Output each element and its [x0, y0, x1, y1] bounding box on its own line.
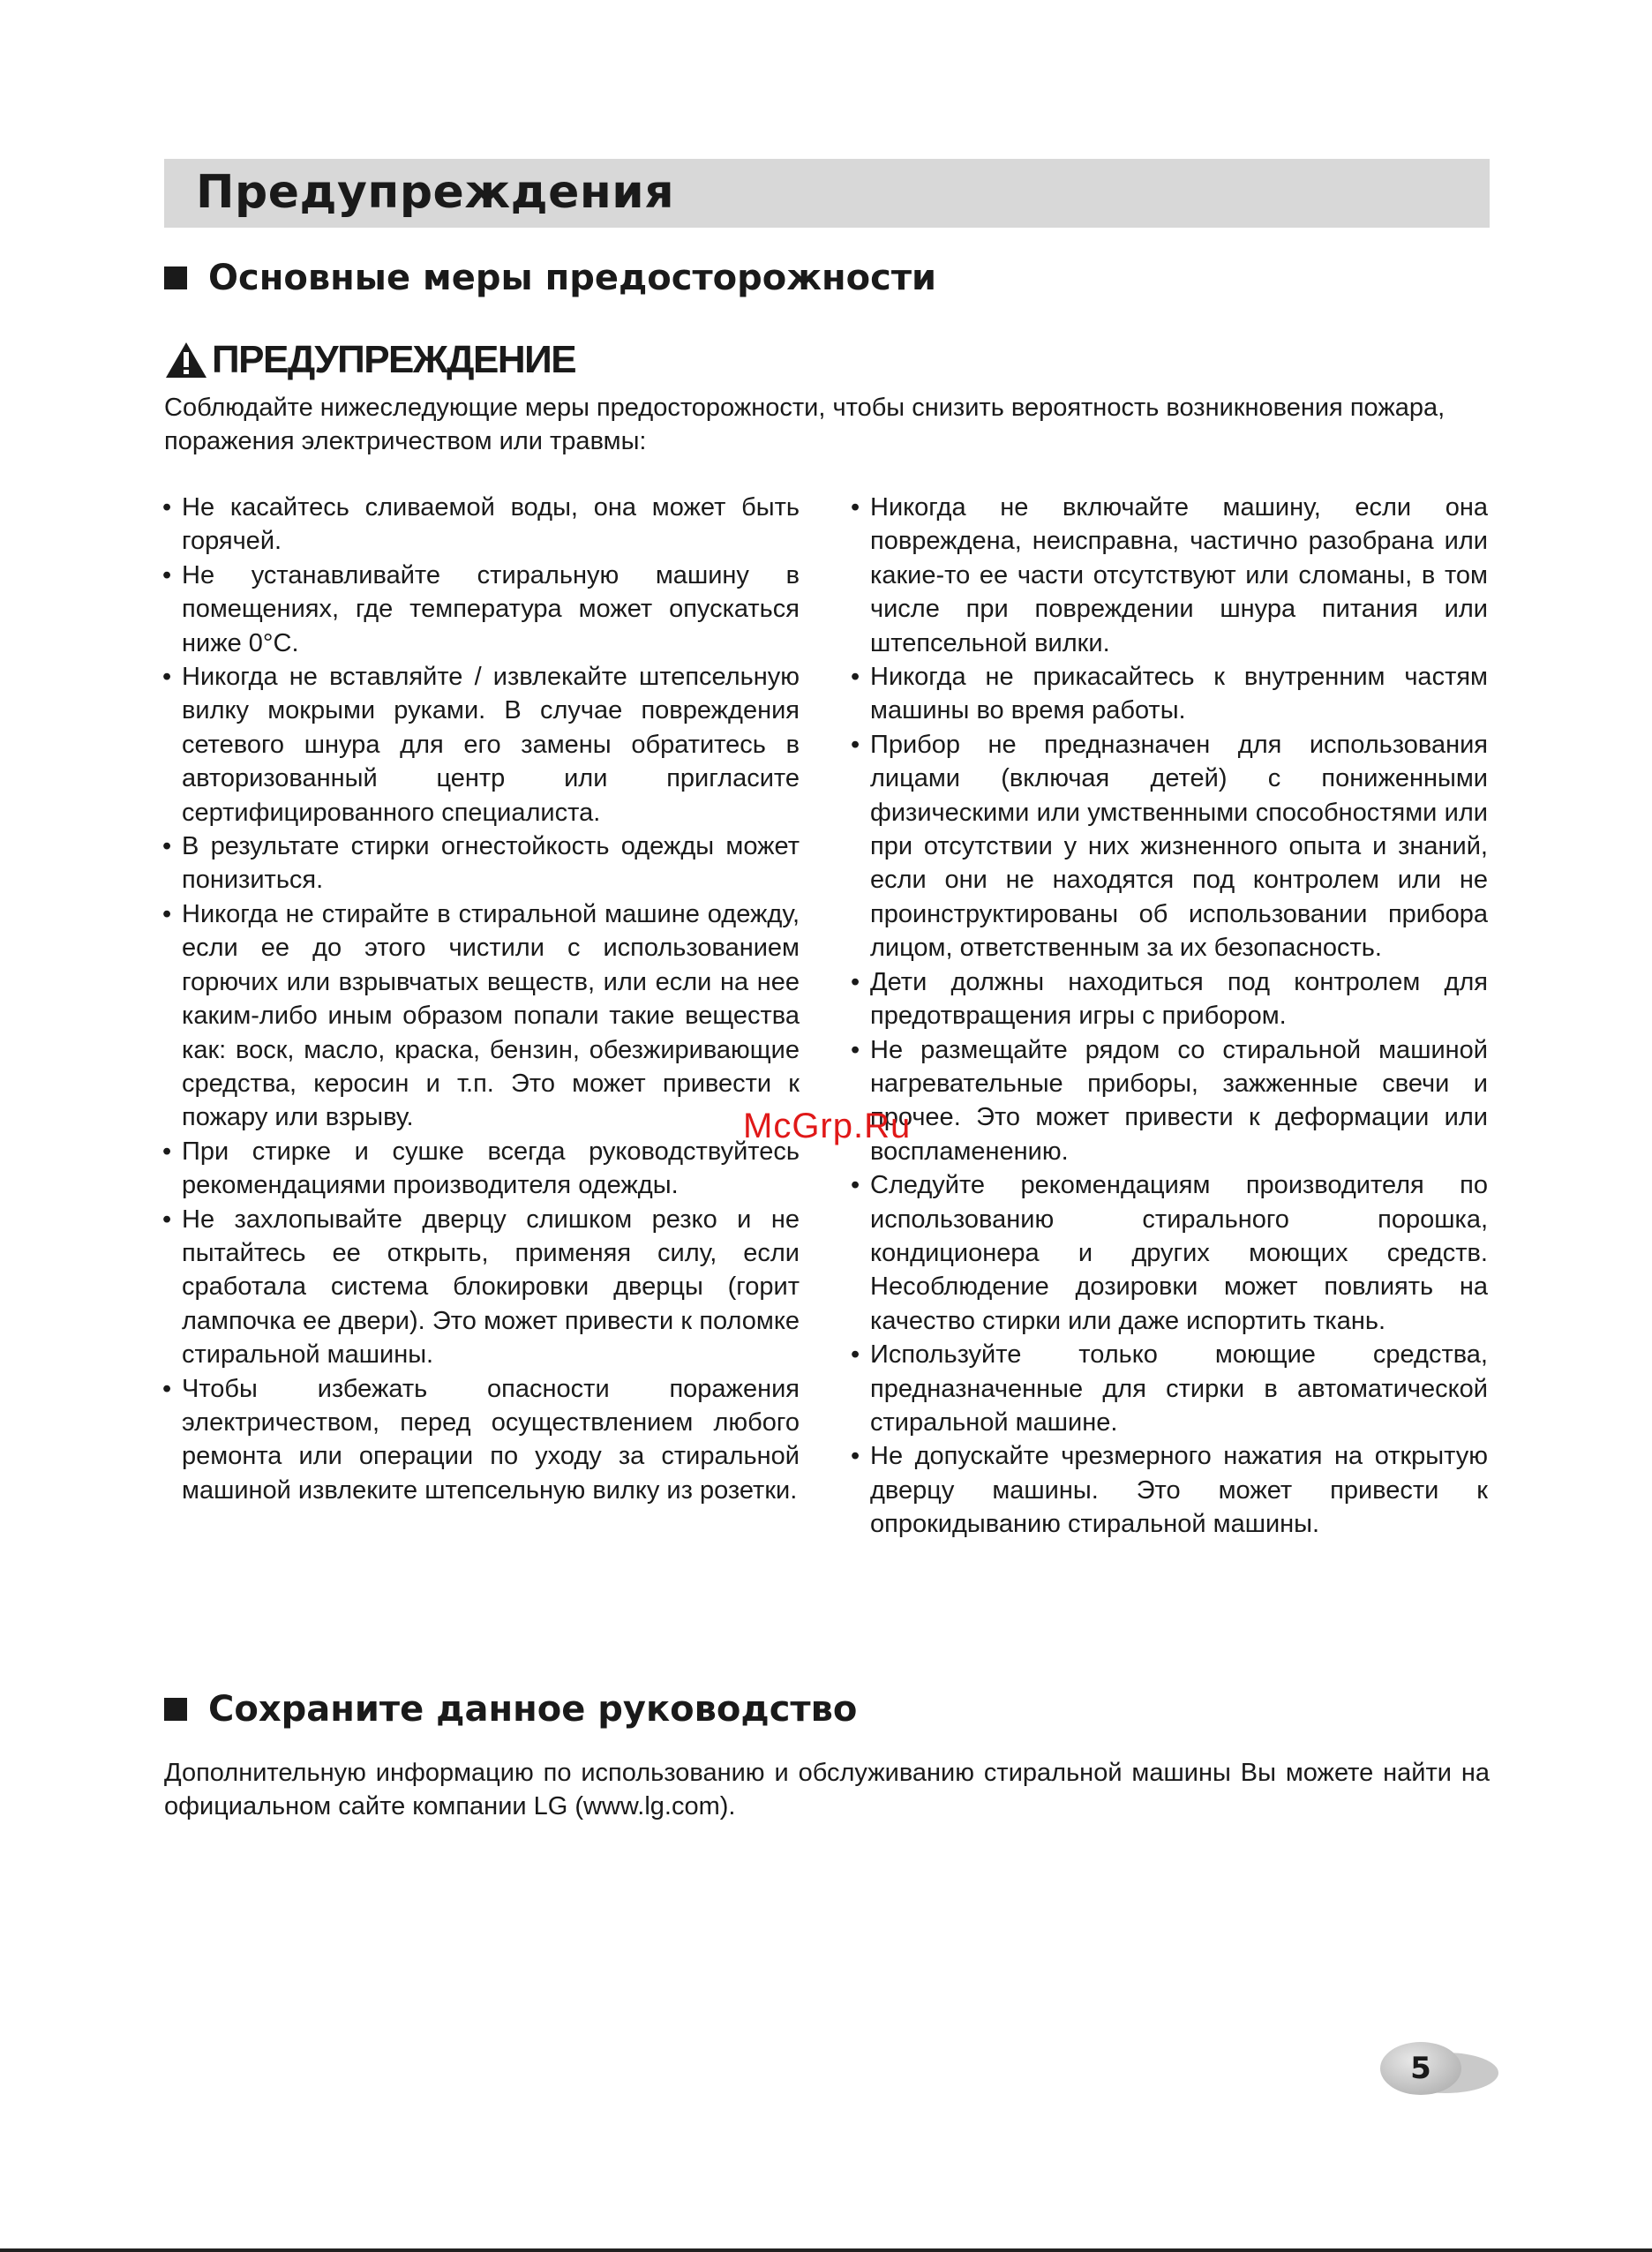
list-item: • Не касайтесь сливаемой воды, она может быть горячей. — [161, 491, 800, 559]
square-bullet-icon — [164, 1698, 187, 1721]
page-number-badge — [1377, 2038, 1500, 2100]
save-manual-text: Дополнительную информацию по использованию и обслуживанию стиральной машины Вы можете найти на официальном сайте компании LG (www.lg.com). — [164, 1759, 1490, 1820]
bullet: • — [851, 967, 860, 996]
list-item: • Дети должны находиться под контролем для предотвращения игры с прибором. — [849, 965, 1488, 1033]
list-item: • Прибор не предназначен для использования лицами (включая детей) с пониженными физическими или умственными способностями или при отсутствии у них жизненного опыта и знаний, если они не находятся под контролем или не проинструктированы об использовании прибора лицом, ответственным за их безопасность. — [849, 728, 1488, 965]
watermark: McGrp.Ru — [743, 1107, 912, 1145]
list-item: • В результате стирки огнестойкость одежды может понизиться. — [161, 829, 800, 897]
bullet: • — [162, 663, 172, 692]
bottom-rule — [0, 2248, 1652, 2252]
bullet: • — [851, 1340, 860, 1370]
page-number: 5 — [1410, 2051, 1431, 2086]
warning-intro: Соблюдайте нижеследующие меры предосторожности, чтобы снизить вероятность возникновения пожара, поражения электричеством или травмы: — [164, 394, 1446, 455]
list-item: • Никогда не стирайте в стиральной машине одежду, если ее до этого чистили с использованием горючих или взрывчатых веществ, или если на нее каким-либо иным образом попали такие вещества как: воск, масло, краска, бензин, обезжиривающие средства, керосин и т.п. Это может привести к пожару или взрыву. — [161, 897, 800, 1135]
right-column-list — [849, 491, 1488, 1542]
bullet: • — [162, 899, 172, 928]
list-item: • Не допускайте чрезмерного нажатия на открытую дверцу машины. Это может привести к опрокидыванию стиральной машины. — [849, 1439, 1488, 1541]
header-bar — [164, 159, 1490, 228]
list-item: • Используйте только моющие средства, предназначенные для стирки в автоматической стиральной машине. — [849, 1338, 1488, 1439]
bullet: • — [851, 493, 860, 522]
bullet: • — [162, 560, 172, 589]
list-item: • Не устанавливайте стиральную машину в помещениях, где температура может опускаться ниже 0°C. — [161, 559, 800, 660]
list-item: • Никогда не включайте машину, если она повреждена, неисправна, частично разобрана или какие-то ее части отсутствуют или сломаны, в том числе при повреждении шнура питания или штепсельной вилки. — [849, 491, 1488, 660]
warning-heading — [164, 338, 575, 382]
bullet: • — [162, 1205, 172, 1234]
bullet: • — [851, 1035, 860, 1064]
list-item: • Следуйте рекомендациям производителя по использованию стирального порошка, кондиционера и других моющих средств. Несоблюдение дозировки может повлиять на качество стирки или даже испортить ткань. — [849, 1168, 1488, 1338]
warning-title: ПРЕДУПРЕЖДЕНИЕ — [212, 338, 576, 381]
left-column-list — [161, 491, 800, 1507]
warning-triangle-icon — [164, 341, 208, 379]
list-item: • При стирке и сушке всегда руководствуйтесь рекомендациями производителя одежды. — [161, 1135, 800, 1203]
list-item: • Чтобы избежать опасности поражения электричеством, перед осуществлением любого ремонта или операции по уходу за стиральной машиной извлеките штепсельную вилку из розетки. — [161, 1372, 800, 1508]
list-item: • Никогда не вставляйте / извлекайте штепсельную вилку мокрыми руками. В случае повреждения сетевого шнура для его замены обратитесь в авторизованный центр или пригласите сертифицированного специалиста. — [161, 660, 800, 829]
square-bullet-icon — [164, 266, 187, 289]
page-title: Предупреждения — [196, 166, 675, 219]
section-title-precautions — [164, 258, 936, 298]
bullet: • — [851, 1442, 860, 1471]
bullet: • — [851, 730, 860, 759]
section-title-save-manual — [164, 1689, 857, 1730]
list-item: • Не захлопывайте дверцу слишком резко и не пытайтесь ее открыть, применяя силу, если сработала система блокировки дверцы (горит лампочка ее двери). Это может привести к поломке стиральной машины. — [161, 1203, 800, 1372]
list-item: • Никогда не прикасайтесь к внутренним частям машины во время работы. — [849, 660, 1488, 728]
section-title-text: Сохраните данное руководство — [208, 1689, 858, 1730]
section-title-text: Основные меры предосторожности — [208, 258, 937, 298]
bullet: • — [162, 1137, 172, 1166]
bullet: • — [851, 1171, 860, 1200]
bullet: • — [162, 832, 172, 861]
bullet: • — [851, 663, 860, 692]
list-item: • Не размещайте рядом со стиральной машиной нагревательные приборы, зажженные свечи и прочее. Это может привести к деформации или воспламенению. — [849, 1033, 1488, 1169]
bullet: • — [162, 1374, 172, 1403]
bullet: • — [162, 493, 172, 522]
